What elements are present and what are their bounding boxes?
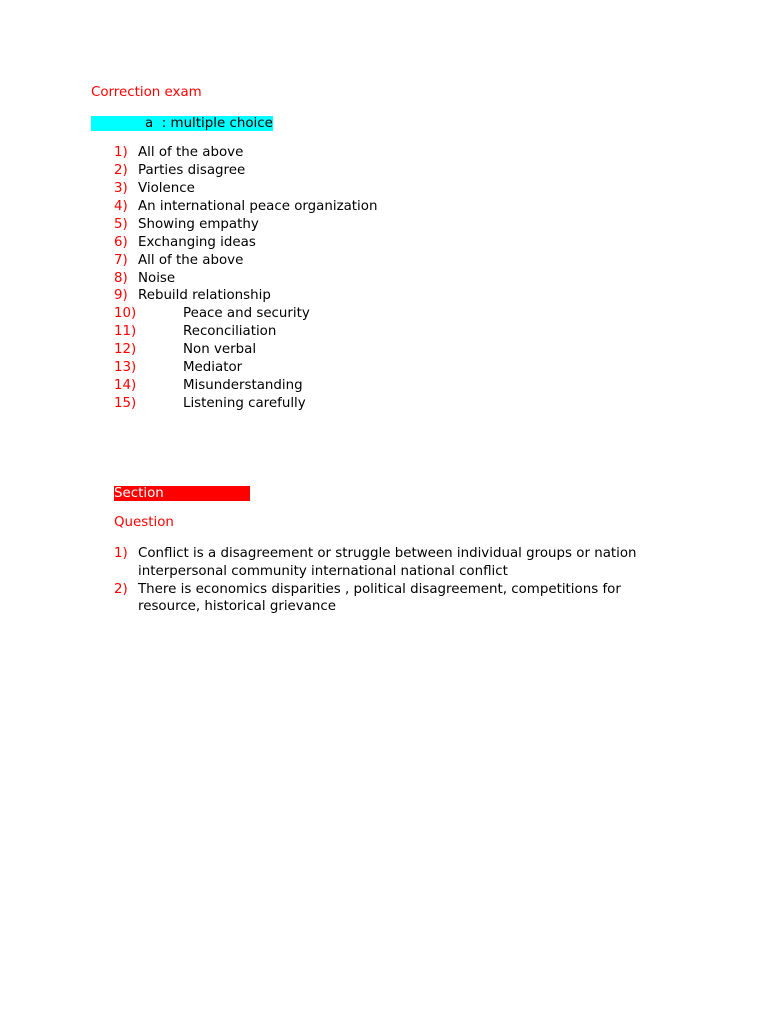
list-item-number: 9)	[114, 288, 128, 303]
list-item-text: An international peace organization	[138, 199, 378, 214]
list-item-text: There is economics disparities , political disagreement, competitions for	[138, 582, 621, 597]
list-item-text: Reconciliation	[183, 324, 277, 339]
list-item-text: Showing empathy	[138, 217, 259, 232]
section-b-heading	[114, 485, 250, 503]
list-item-text: Peace and security	[183, 306, 310, 321]
list-item-number: 14)	[114, 378, 137, 393]
section-b-letter: b	[168, 486, 177, 501]
list-item-number: 15)	[114, 396, 137, 411]
list-item-text: Noise	[138, 271, 176, 286]
list-item-number: 1)	[114, 546, 128, 561]
section-b-prefix: Section	[114, 486, 169, 501]
list-item-number: 13)	[114, 360, 137, 375]
list-item-number: 2)	[114, 163, 128, 178]
section-a-prefix: Section	[91, 116, 141, 131]
list-item-text: Non verbal	[183, 342, 257, 357]
list-item-text: Exchanging ideas	[138, 235, 256, 250]
section-a-highlight	[91, 116, 273, 131]
list-item-text: Mediator	[183, 360, 243, 375]
question-heading: Question	[114, 515, 174, 530]
list-item-text: All of the above	[138, 253, 244, 268]
list-item-text: Rebuild relationship	[138, 288, 271, 303]
section-b-highlight	[114, 486, 250, 501]
list-item-text: resource, historical grievance	[138, 599, 337, 614]
document-title: Correction exam	[91, 85, 202, 100]
list-item-number: 8)	[114, 271, 128, 286]
list-item-text: Parties disagree	[138, 163, 246, 178]
list-item-number: 1)	[114, 145, 128, 160]
list-item-number: 12)	[114, 342, 137, 357]
list-item-text: All of the above	[138, 145, 244, 160]
list-item-number: 4)	[114, 199, 128, 214]
list-item-text: interpersonal community international national conflict	[138, 564, 508, 579]
section-b-rest: structural	[176, 486, 250, 501]
list-item-number: 5)	[114, 217, 128, 232]
list-item-text: Misunderstanding	[183, 378, 303, 393]
list-item-number: 7)	[114, 253, 128, 268]
section-a-heading	[91, 115, 273, 133]
list-item-number: 6)	[114, 235, 128, 250]
list-item-text: Conflict is a disagreement or struggle between individual groups or nation	[138, 546, 637, 561]
list-item-number: 3)	[114, 181, 128, 196]
section-a-rest: : multiple choice	[153, 116, 273, 131]
list-item-text: Violence	[138, 181, 195, 196]
section-a-letter: a	[145, 116, 154, 131]
list-item-number: 2)	[114, 582, 128, 597]
list-item-text: Listening carefully	[183, 396, 306, 411]
list-item-number: 11)	[114, 324, 137, 339]
list-item-number: 10)	[114, 306, 137, 321]
